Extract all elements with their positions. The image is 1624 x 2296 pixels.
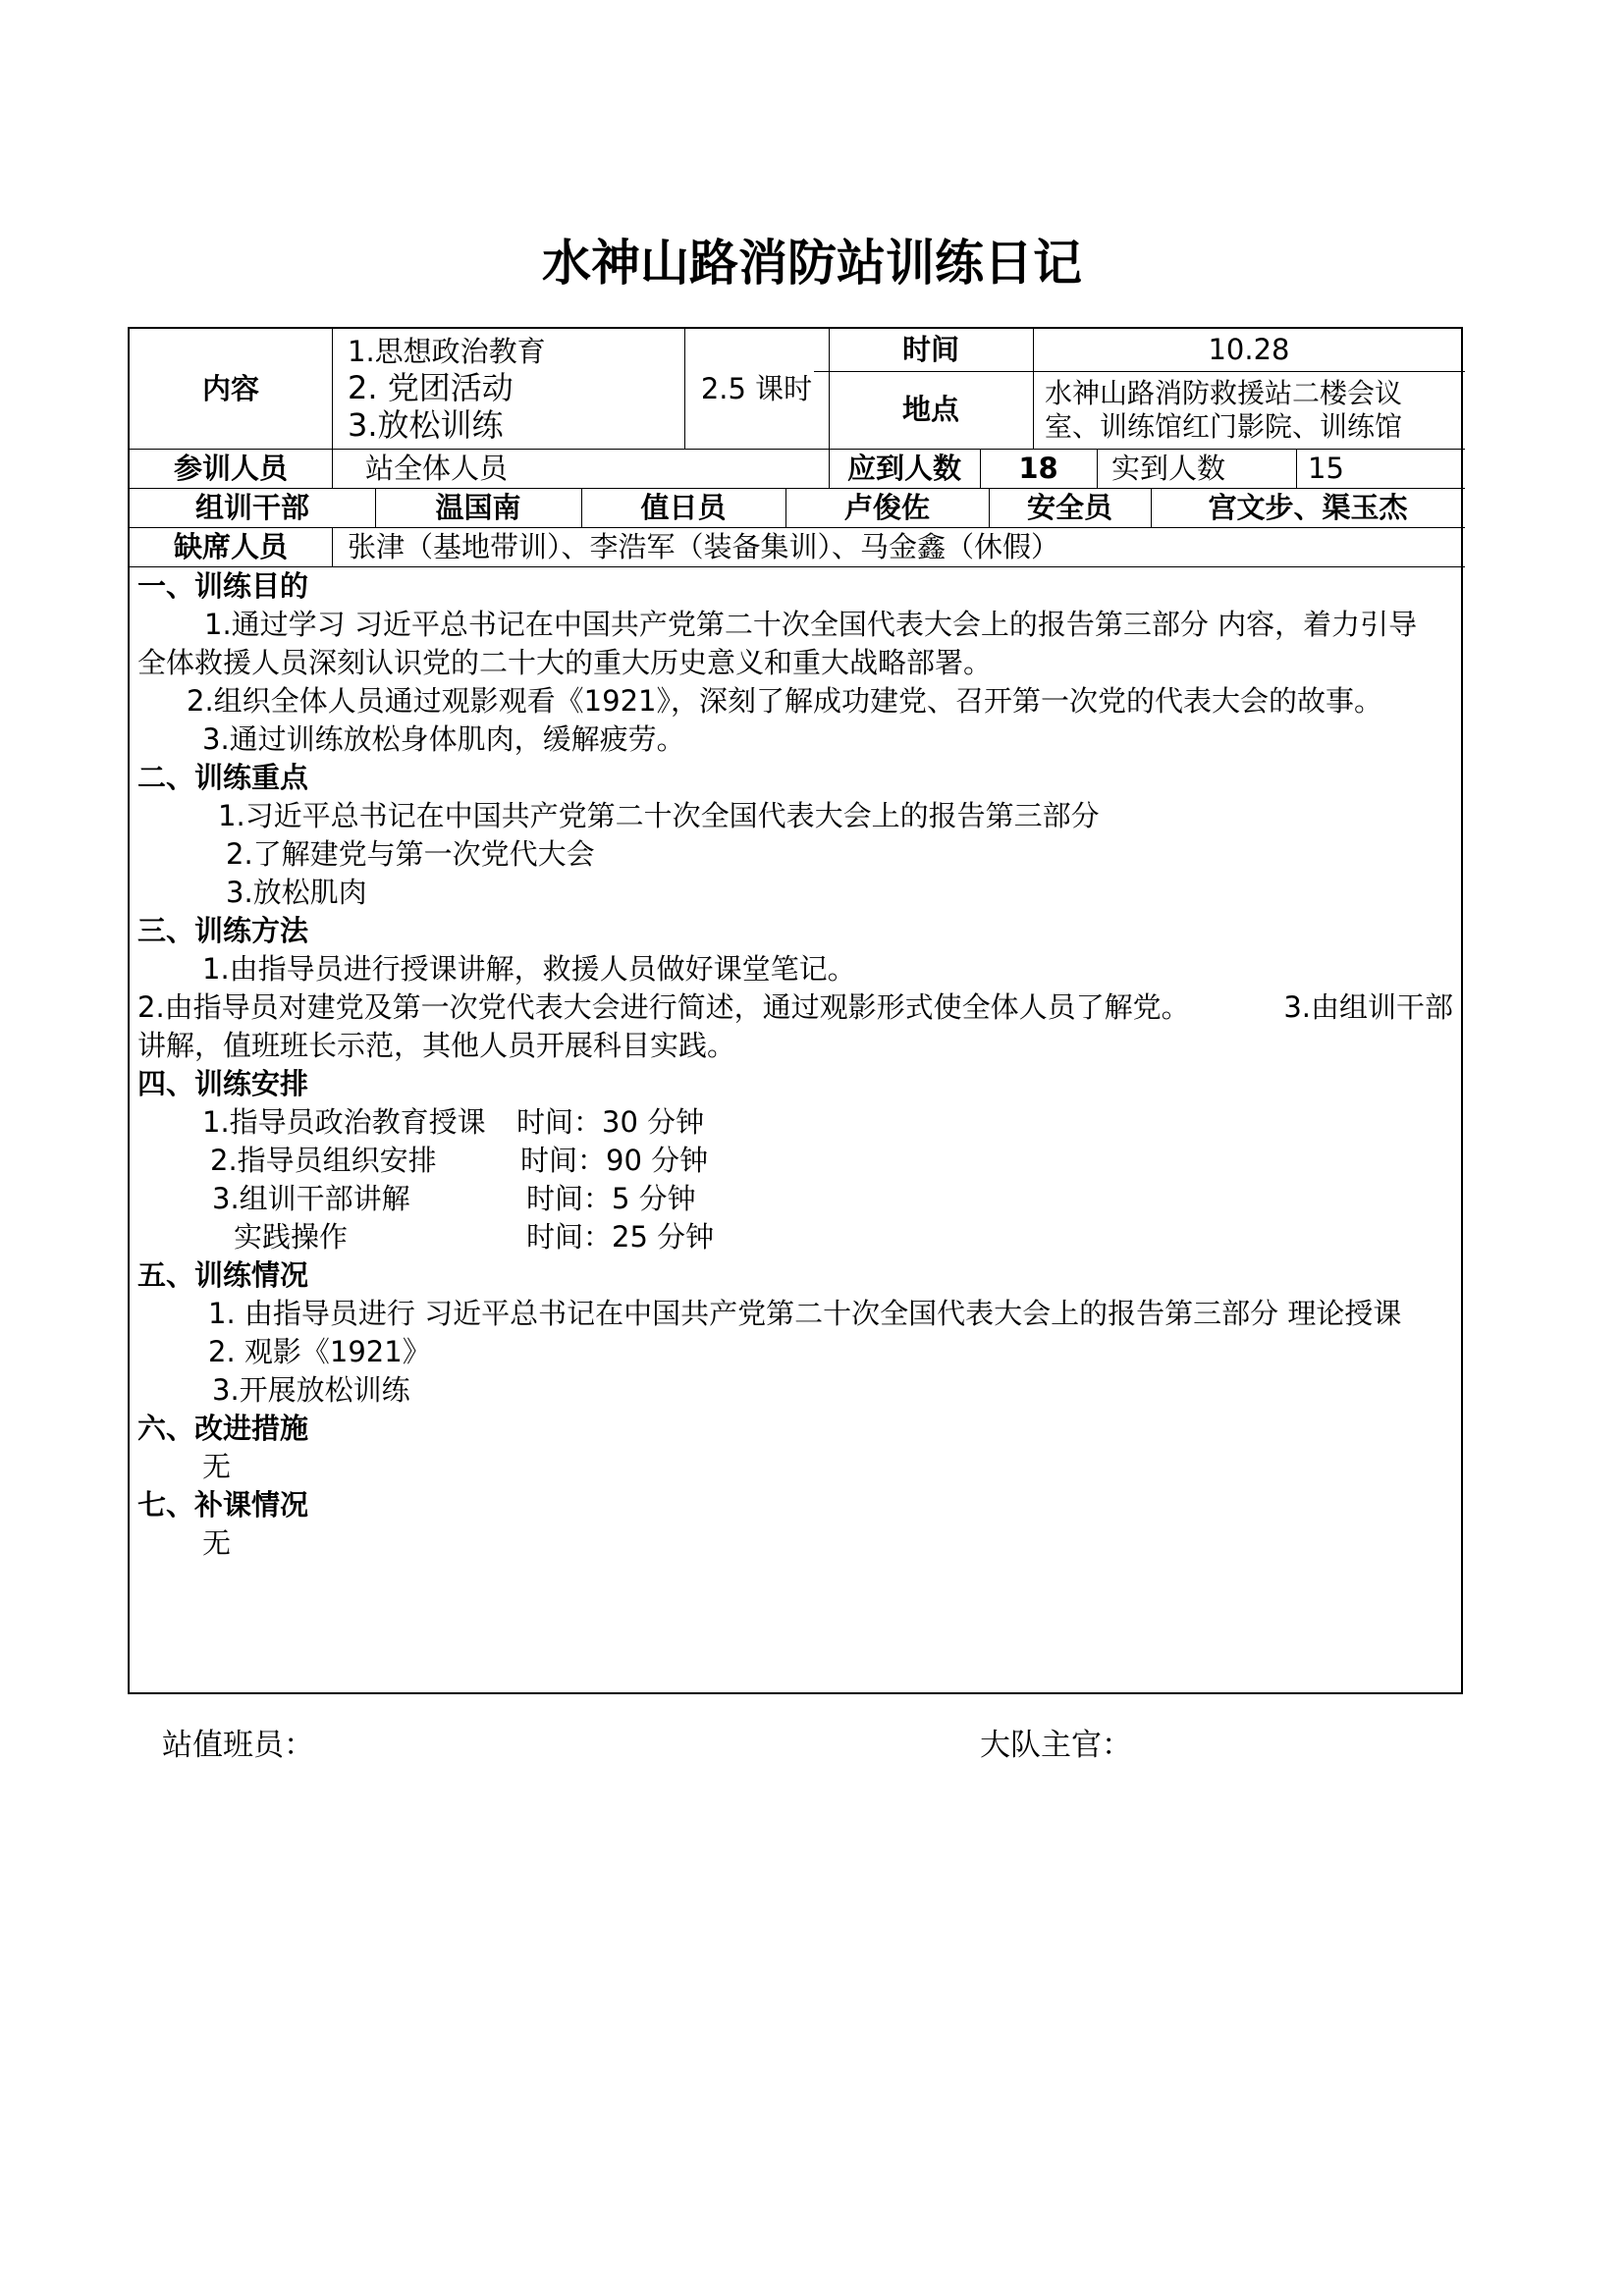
- absent-label: 缺席人员: [173, 529, 288, 563]
- body-line: 2. 观影《1921》: [208, 1335, 431, 1368]
- participants-value: 站全体人员: [365, 451, 509, 485]
- class-hours: 2.5 课时: [700, 371, 813, 405]
- absent-value: 张津（基地带训）、李浩军（装备集训）、马金鑫（休假）: [348, 529, 1060, 563]
- body-line: 3.通过训练放松身体肌肉，缓解疲劳。: [202, 722, 685, 756]
- schedule-item: 1.指导员政治教育授课: [202, 1105, 486, 1139]
- station-duty-signature-label: 站值班员：: [162, 1728, 314, 1763]
- time-label: 时间: [901, 333, 959, 367]
- content-items: [348, 331, 681, 449]
- section-heading: 一、训练目的: [137, 569, 309, 603]
- actual-count-label: 实到人数: [1111, 451, 1226, 485]
- time-value: 10.28: [1208, 333, 1290, 367]
- cadre-value: 温国南: [435, 490, 521, 524]
- schedule-time: 时间：90 分钟: [520, 1144, 709, 1177]
- schedule-row: [137, 1218, 1453, 1256]
- section-heading: 三、训练方法: [137, 914, 309, 947]
- body-line-part: 2.由指导员对建党及第一次党代表大会进行简述，通过观影形式使全体人员了解党。: [137, 990, 1190, 1024]
- body-line: [137, 988, 1453, 1027]
- expected-count-label: 应到人数: [846, 451, 961, 485]
- safety-value: 宫文步、渠玉杰: [1208, 490, 1408, 524]
- document-title: 水神山路消防站训练日记: [542, 235, 1082, 292]
- schedule-item: 实践操作: [234, 1220, 349, 1254]
- expected-count-value: 18: [1018, 451, 1058, 485]
- body-line: 1.通过学习 习近平总书记在中国共产党第二十次全国代表大会上的报告第三部分 内容，着力引导: [204, 608, 1418, 641]
- training-details: [137, 567, 1453, 1563]
- actual-count-value: 15: [1308, 451, 1344, 485]
- content-item: 2. 党团活动: [348, 369, 514, 406]
- content-item: 1.思想政治教育: [348, 335, 546, 369]
- body-line: 全体救援人员深刻认识党的二十大的重大历史意义和重大战略部署。: [137, 646, 993, 679]
- body-line: 1.习近平总书记在中国共产党第二十次全国代表大会上的报告第三部分: [218, 799, 1100, 832]
- duty-value: 卢俊佐: [843, 490, 930, 524]
- participants-label: 参训人员: [173, 451, 288, 485]
- safety-label: 安全员: [1026, 490, 1112, 524]
- body-line: 3.放松肌肉: [226, 876, 367, 909]
- place-label: 地点: [901, 393, 959, 427]
- body-line-part: 3.由组训干部: [1283, 990, 1453, 1024]
- section-heading: 二、训练重点: [137, 761, 309, 794]
- place-line: 水神山路消防救援站二楼会议: [1045, 376, 1403, 409]
- cadre-label: 组训干部: [194, 490, 309, 524]
- body-line: 2.了解建党与第一次党代大会: [226, 837, 595, 871]
- place-value: [1045, 371, 1465, 449]
- body-line: 2.组织全体人员通过观影观看《1921》，深刻了解成功建党、召开第一次党的代表大会的故事。: [187, 684, 1382, 718]
- schedule-row: [137, 1142, 1453, 1180]
- body-line: 讲解，值班班长示范，其他人员开展科目实践。: [137, 1029, 736, 1062]
- body-line: 无: [202, 1526, 232, 1560]
- body-line: 1. 由指导员进行 习近平总书记在中国共产党第二十次全国代表大会上的报告第三部分 理论授课: [208, 1297, 1402, 1330]
- schedule-time: 时间：25 分钟: [526, 1220, 715, 1254]
- section-heading: 七、补课情况: [137, 1488, 309, 1522]
- duty-label: 值日员: [640, 490, 727, 524]
- schedule-item: 2.指导员组织安排: [210, 1144, 437, 1177]
- place-line: 室、训练馆红门影院、训练馆: [1045, 409, 1403, 443]
- body-line: 1.由指导员进行授课讲解，救援人员做好课堂笔记。: [202, 952, 856, 986]
- body-line: 无: [202, 1450, 232, 1483]
- schedule-time: 时间：5 分钟: [526, 1182, 696, 1215]
- schedule-row: [137, 1180, 1453, 1218]
- training-log-table: [128, 327, 1463, 1694]
- body-line: 3.开展放松训练: [212, 1373, 410, 1407]
- schedule-row: [137, 1103, 1453, 1142]
- section-heading: 六、改进措施: [137, 1412, 309, 1445]
- section-heading: 四、训练安排: [137, 1067, 309, 1100]
- content-label: 内容: [201, 371, 259, 405]
- brigade-chief-signature-label: 大队主官：: [980, 1728, 1132, 1763]
- section-heading: 五、训练情况: [137, 1258, 309, 1292]
- schedule-item: 3.组训干部讲解: [212, 1182, 410, 1215]
- content-item: 3.放松训练: [348, 406, 504, 445]
- schedule-time: 时间：30 分钟: [516, 1105, 705, 1139]
